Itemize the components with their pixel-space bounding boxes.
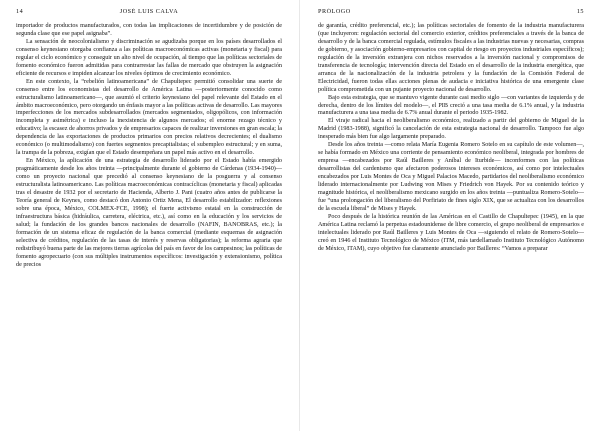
paragraph: En México, la aplicación de una estrategia de desarrollo liderado por el Estado había emergido pragmáticamente desde los años treinta —principalmente durante el gobierno de Cárdenas (1934-1940)— como un proyecto nacional que precedió al consenso keynesiano de la posguerra y al consenso estructuralista latinoamericano. Las políticas macroeconómicas contracíclicas (monetaria y fiscal) aplicadas tras el desastre de 1932 por el secretario de Hacienda, Alberto J. Pani (cuatro años antes de publicarse la Teoría general de Keynes, como destacó don Antonio Ortiz Mena, El desarrollo estabilizador: reflexiones sobre una época, México, COLMEX-FCE, 1998); el fuerte activismo estatal en la construcción de infraestructura básica (hidráulica, carretera, eléctrica, etc.), así como en la educación y los servicios de salud; la fundación de los grandes bancos nacionales de desarrollo (NAFIN, BANOBRAS, etc.); la formación de un sistema eficaz de regulación de la banca comercial (mediante esquemas de asignación selectiva de créditos, regulación de las tasas de interés y reservas obligatorias); la reforma agraria que redistribuyó buena parte de las mejores tierras agrícolas del país en favor de los campesinos; las políticas de fomento agropecuario (con sus múltiples instrumentos específicos: investigación y extensionismo, política de precios xyxy=(16,158,282,268)
book-gutter xyxy=(299,0,300,431)
paragraph: El viraje radical hacia el neoliberalismo económico, realizado a partir del gobierno de Miguel de la Madrid (1983-1988), significó la cancelación de esta estrategia nacional de desarrollo. Tampoco fue algo inesperado más bien fue algo largamente preparado. xyxy=(318,118,584,141)
left-page-header xyxy=(16,8,282,20)
paragraph: importador de productos manufacturados, con todas las implicaciones de incertidumbre y de posición de segunda clase que ese papel asignaba”. xyxy=(16,23,282,37)
paragraph: Poco después de la histórica reunión de las Américas en el Castillo de Chapultepec (1945), en la que América Latina reclamó la perpetua estadounidense de libre comercio, el grupo neoliberal de empresarios e intelectuales liderado por Raúl Bailleres y Luis Montes de Oca —siguiendo el relato de Romero-Sotelo— creó en 1946 el Instituto Tecnológico de México (ITM, más tardellamado Instituto Tecnológico Autónomo de México, ITAM), cuyo objetivo fue claramente anunciado por Bailleres: “Vamos a preparar xyxy=(318,213,584,252)
left-running-head: JOSÉ LUIS CALVA xyxy=(119,8,179,15)
left-page xyxy=(16,8,282,424)
paragraph: de garantía, crédito preferencial, etc.); las políticas sectoriales de fomento de la industria manufacturera (que incluyeron: regulación sectorial del comercio exterior, créditos preferenciales a través de la banca de desarrollo y de la banca comercial regulada, estímulos fiscales a las industrias nuevas y necesarias, compras de gobierno, y asociación gobierno-empresarios con capital de riesgo en proyectos industriales específicos); regulación de la inversión extranjera con nichos reservados a la inversión nacional y compromisos de transferencia de tecnología; intervención directa del Estado en el desarrollo de la industria energética, que arranca de la nacionalización de la industria petrolera y la fundación de la Comisión Federal de Electricidad, fueron todas ellas acciones plenas de audacia e iniciativa histórica de una emergente clase política comprometida con un pujante proyecto nacional de desarrollo. xyxy=(318,23,584,93)
right-page-header xyxy=(318,8,584,20)
left-page-number: 14 xyxy=(16,8,24,15)
paragraph: En este contexto, la “rebelión latinoamericana” de Chapultepec permitió consolidar una suerte de consenso entre los economistas del desarrollo de América Latina —posteriormente conocido como estructuralismo latinoamericano—, que asumió el criterio keynesiano del papel relevante del Estado en el ámbito macroeconómico, pero otorgando un énfasis mayor a las políticas activas de desarrollo. Las mayores imperfecciones de los mercados subdesarrollados (mercados segmentados, oligopólicos, con información incompleta y asimétrica) e incluso la inexistencia de algunos mercados; el enorme rezago técnico y educativo; la escasez de ahorros privados y de empresarios capaces de realizar inversiones en gran escala; la dependencia de las exportaciones de productos primarios con precios relativos decrecientes; el dualismo económico (o multimodalismo) con fuertes segmentos precapitalistas; el subempleo estructural; y en suma, la trampa de la pobreza, exigían que el Estado desempeñara un papel más activo en el desarrollo. xyxy=(16,78,282,157)
paragraph: Desde los años treinta —como relata María Eugenia Romero Sotelo en su capítulo de este volumen—, se había formado en México una corriente de pensamiento económico neoliberal, integrada por hombres de empresa —encabezados por Raúl Bailleres y Aníbal de Iturbide— inconformes con las políticas desarrollistas del cardenismo que afectaron poderosos intereses económicos, así como por intelectuales encabezados por Luis Montes de Oca y Miguel Palacios Macedo, partidarios del neoliberalismo económico liderado internacionalmente por Ludwing von Mises y Friedrich von Hayek. Por su contenido teórico y magnitude histórica, el neoliberalismo mexicano surgido en los años treinta —puntualiza Romero-Sotelo— fue “una prolongación del liberalismo del Porfiriato de fines siglo XIX, que se actualiza con los desarrollos de la escuela liberal” de Mises y Hayek. xyxy=(318,142,584,212)
right-page-number: 15 xyxy=(576,8,584,15)
paragraph: Bajo esta estrategia, que se mantuvo vigente durante casi medio siglo —con variantes de izquierda y de derecha, dentro de los límites del modelo—, el PIB creció a una tasa media de 6.1% anual, y la industria manufacturera a una tasa media de 6.7% anual durante el periodo 1935-1982. xyxy=(318,94,584,117)
right-running-head: PRÓLOGO xyxy=(318,8,351,15)
left-page-body xyxy=(16,23,282,270)
right-page-body xyxy=(318,23,584,254)
paragraph: La sensación de neocolonialismo y discriminación se agudizaba porque en los países desarrollados el consenso keynesiano otorgaba confianza a las políticas macroeconómicas activas (monetaria y fiscal) para regular el ciclo económico y conseguir un alto nivel de ocupación, al tiempo que las políticas sectoriales de fomento económico fueron admitidas para contrarrestar las fallas de mercado que obstruyen la asignación eficiente de recursos e impiden alcanzar los niveles óptimos de crecimiento económico. xyxy=(16,38,282,77)
right-page xyxy=(318,8,584,424)
